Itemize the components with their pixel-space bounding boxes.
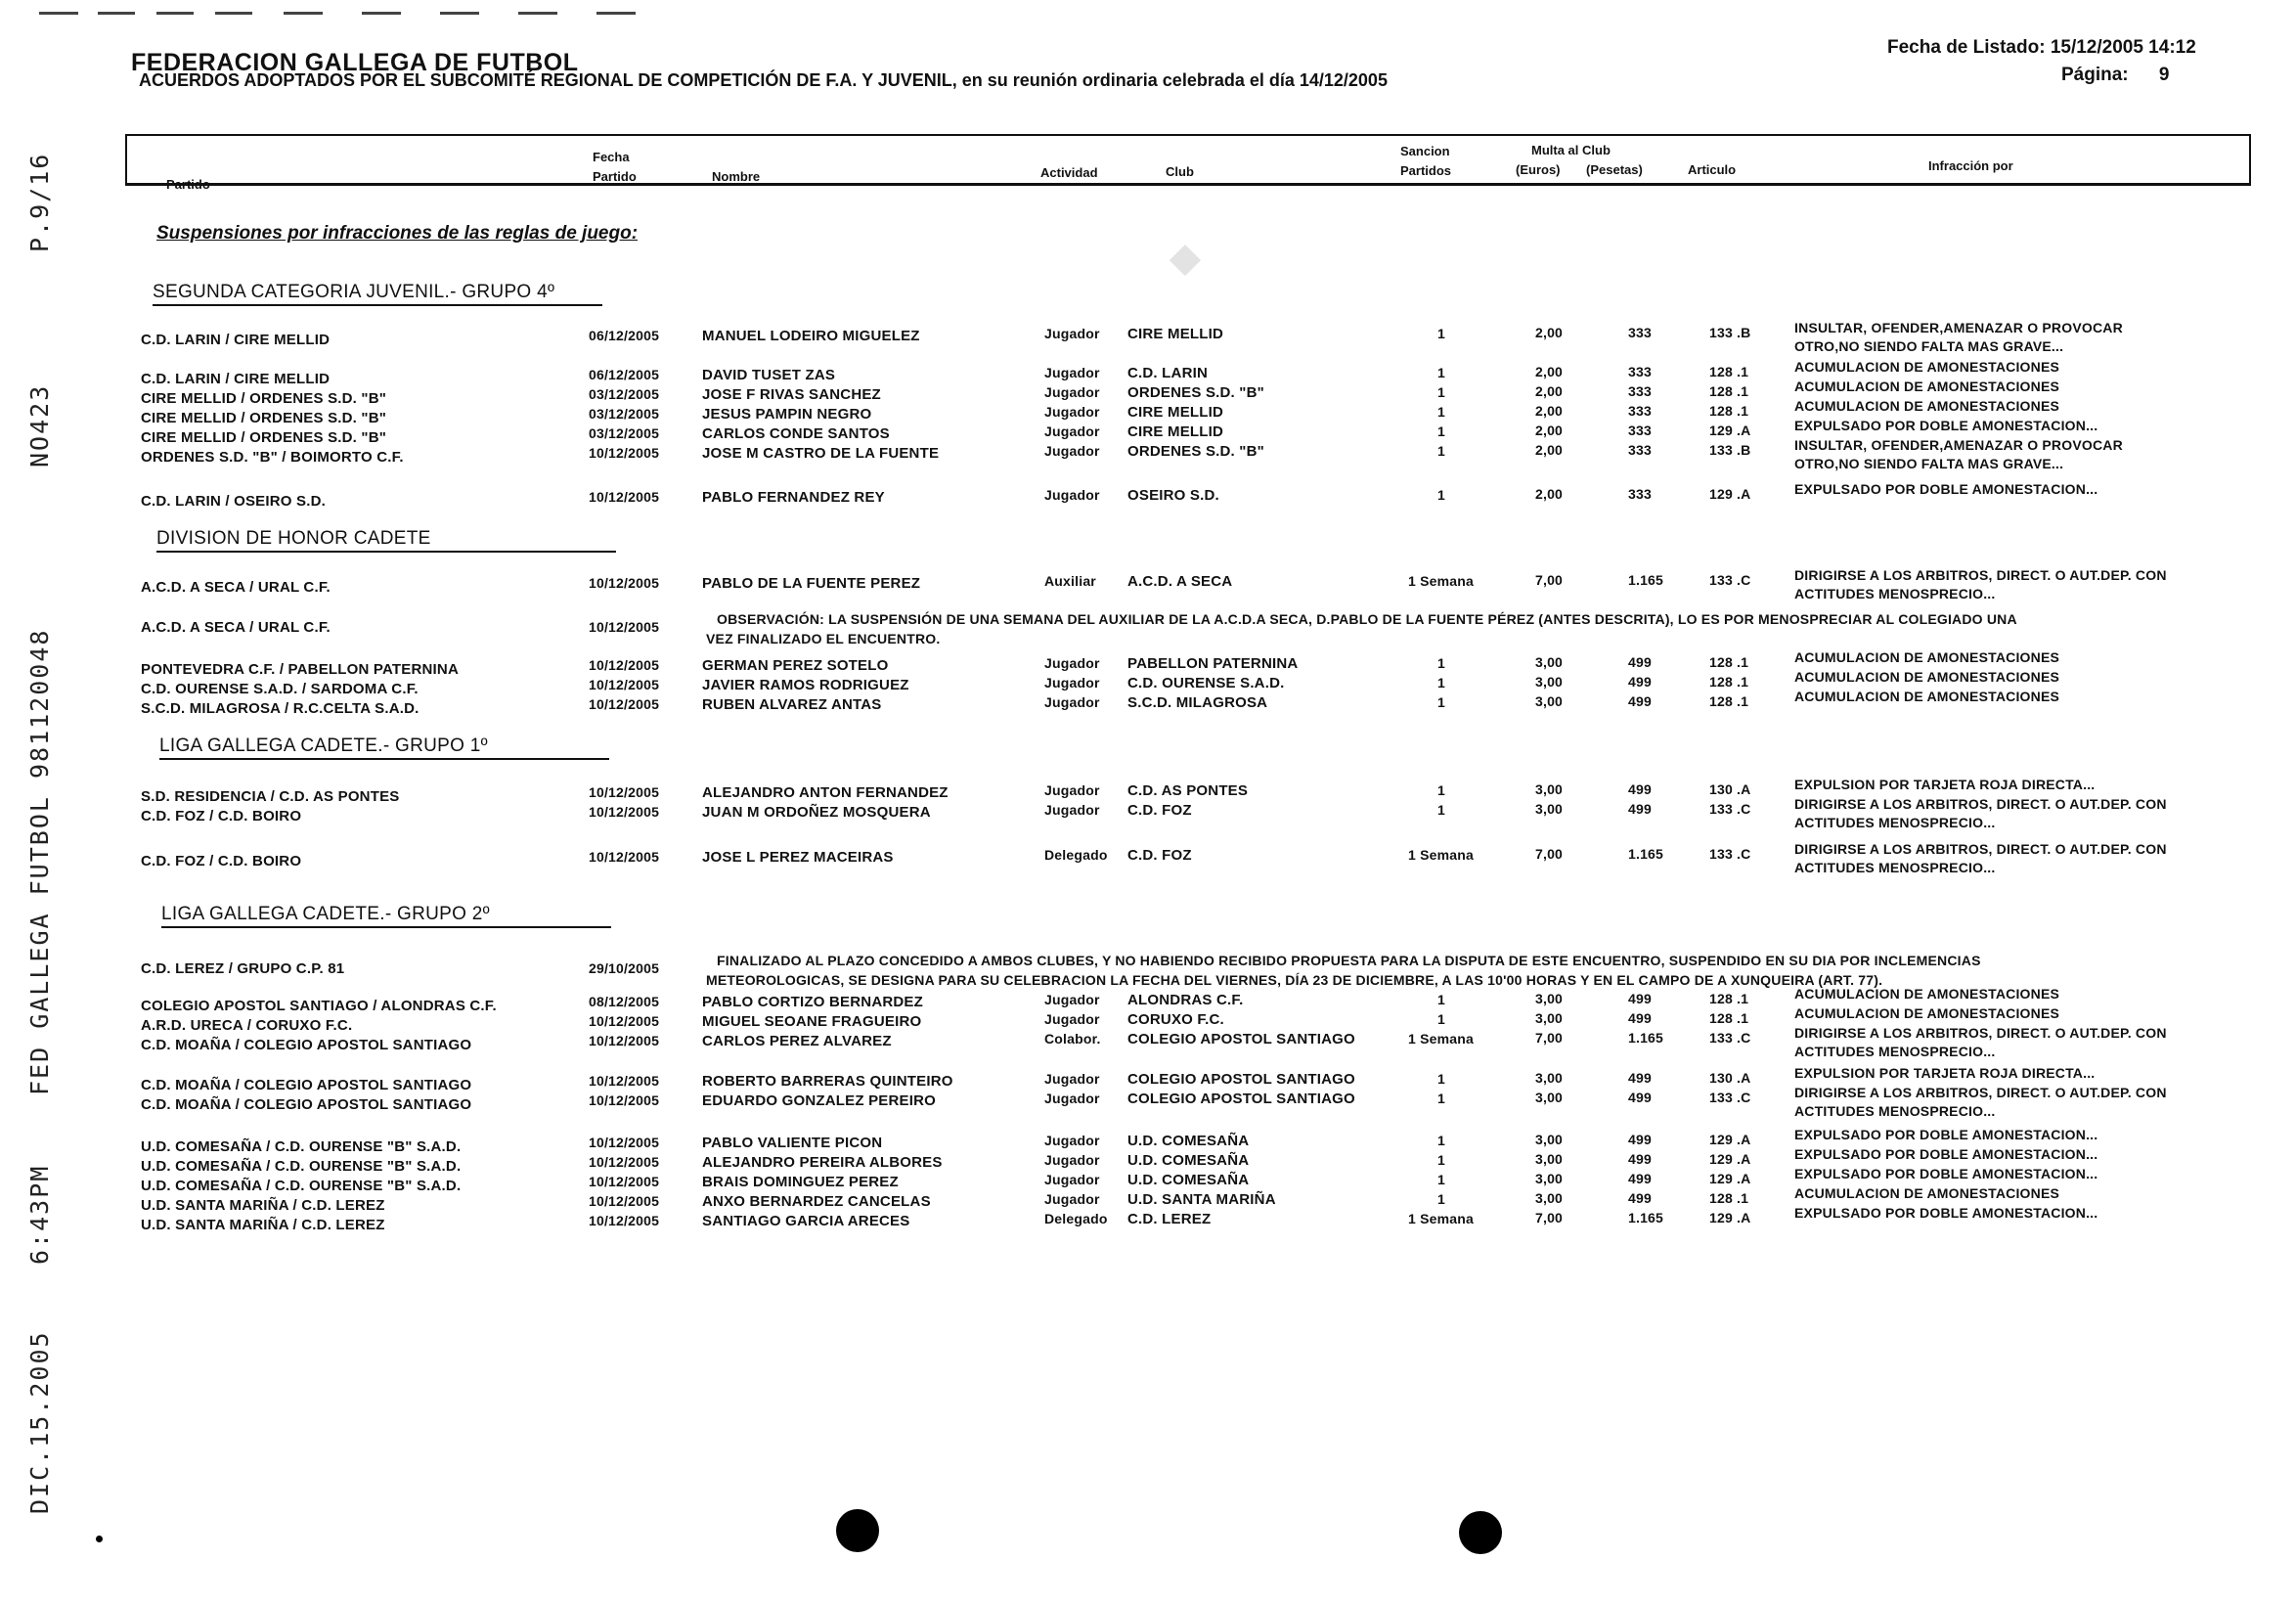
- row-articulo: 128 .1: [1709, 1190, 1749, 1206]
- listing-date: [1887, 37, 2196, 59]
- row-club: CORUXO F.C.: [1127, 1011, 1224, 1028]
- row-fecha: 10/12/2005: [589, 1092, 660, 1108]
- row-nombre: MIGUEL SEOANE FRAGUEIRO: [702, 1013, 922, 1030]
- row-multa-pesetas: 333: [1628, 325, 1652, 340]
- row-multa-pesetas: 333: [1628, 364, 1652, 379]
- fax-top-marks: [39, 12, 684, 16]
- row-multa-euros: 7,00: [1535, 572, 1564, 588]
- row-club: U.D. COMESAÑA: [1127, 1152, 1250, 1169]
- col-fecha-1: Fecha: [593, 150, 630, 164]
- row-multa-pesetas: 499: [1628, 693, 1652, 709]
- row-multa-pesetas: 1.165: [1628, 1210, 1664, 1225]
- row-sancion: 1 Semana: [1408, 1031, 1474, 1047]
- row-fecha: 03/12/2005: [589, 425, 660, 441]
- row-infraccion: EXPULSADO POR DOBLE AMONESTACION...: [1794, 418, 2098, 433]
- row-actividad: Jugador: [1044, 423, 1100, 439]
- row-fecha: 10/12/2005: [589, 677, 660, 692]
- row-nombre: JAVIER RAMOS RODRIGUEZ: [702, 677, 909, 693]
- row-nombre: JOSE F RIVAS SANCHEZ: [702, 386, 881, 403]
- col-fecha-2: Partido: [593, 169, 637, 184]
- row-nombre: JOSE L PEREZ MACEIRAS: [702, 849, 894, 866]
- row-actividad: Delegado: [1044, 1211, 1108, 1226]
- col-actividad: Actividad: [1040, 165, 1098, 180]
- row-nombre: EDUARDO GONZALEZ PEREIRO: [702, 1092, 936, 1109]
- section-title: LIGA GALLEGA CADETE.- GRUPO 2º: [161, 904, 490, 924]
- row-multa-pesetas: 499: [1628, 1151, 1652, 1167]
- row-partido: C.D. MOAÑA / COLEGIO APOSTOL SANTIAGO: [141, 1096, 472, 1113]
- col-sancion-2: Partidos: [1400, 163, 1452, 178]
- row-actividad: Jugador: [1044, 443, 1100, 459]
- row-multa-euros: 3,00: [1535, 1090, 1564, 1105]
- col-articulo: Articulo: [1688, 162, 1737, 177]
- row-club: U.D. COMESAÑA: [1127, 1172, 1250, 1188]
- row-infraccion-2: ACTITUDES MENOSPRECIO...: [1794, 860, 1996, 875]
- row-fecha: 10/12/2005: [589, 575, 660, 591]
- row-infraccion-2: ACTITUDES MENOSPRECIO...: [1794, 815, 1996, 830]
- row-partido: A.C.D. A SECA / URAL C.F.: [141, 619, 331, 636]
- row-actividad: Jugador: [1044, 365, 1100, 380]
- row-infraccion: DIRIGIRSE A LOS ARBITROS, DIRECT. O AUT.DEP. CON: [1794, 841, 2167, 857]
- row-observacion: OBSERVACIÓN: LA SUSPENSIÓN DE UNA SEMANA DEL AUXILIAR DE LA A.C.D.A SECA, D.PABLO DE LA FUENTE PÉREZ (ANTES DESCRITA), LO ES POR MENOSPRECIAR AL COLEGIADO UNA: [717, 611, 2017, 627]
- row-partido: C.D. MOAÑA / COLEGIO APOSTOL SANTIAGO: [141, 1077, 472, 1093]
- row-articulo: 129 .A: [1709, 1171, 1751, 1186]
- row-partido: A.R.D. URECA / CORUXO F.C.: [141, 1017, 353, 1034]
- row-fecha: 10/12/2005: [589, 1154, 660, 1170]
- row-partido: S.C.D. MILAGROSA / R.C.CELTA S.A.D.: [141, 700, 419, 717]
- row-fecha: 10/12/2005: [589, 1213, 660, 1228]
- row-actividad: Jugador: [1044, 1071, 1100, 1087]
- row-club: C.D. FOZ: [1127, 802, 1192, 819]
- row-infraccion-2: ACTITUDES MENOSPRECIO...: [1794, 1103, 1996, 1119]
- row-fecha: 10/12/2005: [589, 696, 660, 712]
- row-multa-pesetas: 333: [1628, 383, 1652, 399]
- bleed-through-mark: ◆: [1166, 245, 1212, 277]
- section-title: LIGA GALLEGA CADETE.- GRUPO 1º: [159, 735, 488, 756]
- row-fecha: 10/12/2005: [589, 445, 660, 461]
- row-partido: PONTEVEDRA C.F. / PABELLON PATERNINA: [141, 661, 459, 678]
- row-infraccion: EXPULSION POR TARJETA ROJA DIRECTA...: [1794, 777, 2096, 792]
- row-actividad: Jugador: [1044, 1091, 1100, 1106]
- row-infraccion-2: OTRO,NO SIENDO FALTA MAS GRAVE...: [1794, 456, 2064, 471]
- row-infraccion: EXPULSADO POR DOBLE AMONESTACION...: [1794, 1205, 2098, 1221]
- row-partido: C.D. OURENSE S.A.D. / SARDOMA C.F.: [141, 681, 419, 697]
- row-club: CIRE MELLID: [1127, 326, 1224, 342]
- row-club: OSEIRO S.D.: [1127, 487, 1219, 504]
- row-sancion: 1: [1437, 1071, 1445, 1087]
- row-multa-pesetas: 1.165: [1628, 1030, 1664, 1046]
- row-club: CIRE MELLID: [1127, 423, 1224, 440]
- col-nombre: Nombre: [712, 169, 761, 184]
- row-actividad: Delegado: [1044, 847, 1108, 863]
- row-observacion: FINALIZADO AL PLAZO CONCEDIDO A AMBOS CLUBES, Y NO HABIENDO RECIBIDO PROPUESTA PARA LA DISPUTA DE ESTE ENCUENTRO, SUSPENDIDO EN SU DIA POR INCLEMENCIAS: [717, 953, 1981, 968]
- row-multa-pesetas: 499: [1628, 674, 1652, 690]
- row-nombre: CARLOS PEREZ ALVAREZ: [702, 1033, 892, 1049]
- row-infraccion: DIRIGIRSE A LOS ARBITROS, DIRECT. O AUT.DEP. CON: [1794, 1085, 2167, 1100]
- row-multa-euros: 3,00: [1535, 654, 1564, 670]
- row-club: ALONDRAS C.F.: [1127, 992, 1244, 1008]
- row-partido: U.D. COMESAÑA / C.D. OURENSE "B" S.A.D.: [141, 1178, 462, 1194]
- row-actividad: Jugador: [1044, 802, 1100, 818]
- row-multa-euros: 2,00: [1535, 486, 1564, 502]
- row-sancion: 1: [1437, 675, 1445, 691]
- row-multa-euros: 3,00: [1535, 1190, 1564, 1206]
- row-nombre: GERMAN PEREZ SOTELO: [702, 657, 889, 674]
- fax-sender: FED GALLEGA FUTBOL 981120048: [25, 628, 54, 1095]
- page-number: 9: [2158, 65, 2170, 85]
- page-subtitle: ACUERDOS ADOPTADOS POR EL SUBCOMITÉ REGIONAL DE COMPETICIÓN DE F.A. Y JUVENIL, en su reunión ordinaria celebrada el día 14/12/2005: [139, 70, 1388, 90]
- row-articulo: 128 .1: [1709, 1010, 1749, 1026]
- row-fecha: 10/12/2005: [589, 849, 660, 865]
- row-infraccion: DIRIGIRSE A LOS ARBITROS, DIRECT. O AUT.DEP. CON: [1794, 796, 2167, 812]
- row-infraccion: EXPULSADO POR DOBLE AMONESTACION...: [1794, 481, 2098, 497]
- row-infraccion: ACUMULACION DE AMONESTACIONES: [1794, 359, 2060, 375]
- row-nombre: ALEJANDRO ANTON FERNANDEZ: [702, 784, 949, 801]
- section-underline: [161, 926, 611, 928]
- row-actividad: Jugador: [1044, 782, 1100, 798]
- row-club: C.D. OURENSE S.A.D.: [1127, 675, 1285, 691]
- row-articulo: 130 .A: [1709, 1070, 1751, 1086]
- row-actividad: Auxiliar: [1044, 573, 1096, 589]
- row-nombre: PABLO FERNANDEZ REY: [702, 489, 885, 506]
- row-multa-euros: 3,00: [1535, 781, 1564, 797]
- row-club: COLEGIO APOSTOL SANTIAGO: [1127, 1091, 1355, 1107]
- row-infraccion: EXPULSADO POR DOBLE AMONESTACION...: [1794, 1146, 2098, 1162]
- row-sancion: 1: [1437, 1133, 1445, 1148]
- listing-date-value: 15/12/2005 14:12: [2050, 37, 2196, 58]
- row-partido: ORDENES S.D. "B" / BOIMORTO C.F.: [141, 449, 404, 466]
- row-infraccion: INSULTAR, OFENDER,AMENAZAR O PROVOCAR: [1794, 320, 2123, 335]
- row-fecha: 10/12/2005: [589, 657, 660, 673]
- row-multa-pesetas: 499: [1628, 1010, 1652, 1026]
- row-nombre: JOSE M CASTRO DE LA FUENTE: [702, 445, 940, 462]
- section-underline: [159, 758, 609, 760]
- row-infraccion: ACUMULACION DE AMONESTACIONES: [1794, 398, 2060, 414]
- fax-number: NO423: [25, 383, 54, 468]
- row-club: S.C.D. MILAGROSA: [1127, 694, 1268, 711]
- row-club: COLEGIO APOSTOL SANTIAGO: [1127, 1071, 1355, 1088]
- row-infraccion: ACUMULACION DE AMONESTACIONES: [1794, 1005, 2060, 1021]
- row-multa-pesetas: 333: [1628, 403, 1652, 419]
- row-infraccion: DIRIGIRSE A LOS ARBITROS, DIRECT. O AUT.DEP. CON: [1794, 1025, 2167, 1041]
- row-multa-euros: 3,00: [1535, 1151, 1564, 1167]
- row-fecha: 06/12/2005: [589, 367, 660, 382]
- row-articulo: 128 .1: [1709, 991, 1749, 1006]
- row-sancion: 1: [1437, 423, 1445, 439]
- row-multa-euros: 3,00: [1535, 1010, 1564, 1026]
- row-multa-pesetas: 499: [1628, 1090, 1652, 1105]
- row-sancion: 1: [1437, 404, 1445, 420]
- row-partido: CIRE MELLID / ORDENES S.D. "B": [141, 410, 387, 426]
- row-partido: C.D. LARIN / OSEIRO S.D.: [141, 493, 326, 510]
- row-multa-pesetas: 333: [1628, 442, 1652, 458]
- row-multa-euros: 2,00: [1535, 383, 1564, 399]
- row-actividad: Jugador: [1044, 487, 1100, 503]
- row-multa-euros: 2,00: [1535, 403, 1564, 419]
- row-sancion: 1: [1437, 992, 1445, 1007]
- row-partido: COLEGIO APOSTOL SANTIAGO / ALONDRAS C.F.: [141, 998, 497, 1014]
- row-multa-pesetas: 499: [1628, 781, 1652, 797]
- punch-hole-right: [1459, 1511, 1502, 1554]
- row-nombre: SANTIAGO GARCIA ARECES: [702, 1213, 910, 1229]
- row-multa-euros: 3,00: [1535, 801, 1564, 817]
- row-nombre: JESUS PAMPIN NEGRO: [702, 406, 872, 423]
- row-sancion: 1: [1437, 782, 1445, 798]
- row-nombre: RUBEN ALVAREZ ANTAS: [702, 696, 882, 713]
- row-fecha: 10/12/2005: [589, 1174, 660, 1189]
- row-actividad: Jugador: [1044, 326, 1100, 341]
- row-club: C.D. AS PONTES: [1127, 782, 1249, 799]
- row-fecha: 03/12/2005: [589, 386, 660, 402]
- row-multa-euros: 3,00: [1535, 693, 1564, 709]
- row-multa-euros: 3,00: [1535, 1070, 1564, 1086]
- row-multa-euros: 7,00: [1535, 1030, 1564, 1046]
- row-fecha: 10/12/2005: [589, 804, 660, 820]
- row-nombre: CARLOS CONDE SANTOS: [702, 425, 890, 442]
- row-partido: U.D. SANTA MARIÑA / C.D. LEREZ: [141, 1197, 385, 1214]
- row-multa-pesetas: 1.165: [1628, 846, 1664, 862]
- row-partido: C.D. FOZ / C.D. BOIRO: [141, 853, 302, 869]
- row-nombre: MANUEL LODEIRO MIGUELEZ: [702, 328, 920, 344]
- row-club: C.D. LARIN: [1127, 365, 1208, 381]
- row-nombre: PABLO CORTIZO BERNARDEZ: [702, 994, 923, 1010]
- col-multa: Multa al Club: [1531, 143, 1611, 157]
- row-infraccion: INSULTAR, OFENDER,AMENAZAR O PROVOCAR: [1794, 437, 2123, 453]
- row-sancion: 1: [1437, 1091, 1445, 1106]
- fax-page: P.9/16: [25, 152, 54, 252]
- row-articulo: 129 .A: [1709, 1210, 1751, 1225]
- row-observacion-2: METEOROLOGICAS, SE DESIGNA PARA SU CELEBRACION LA FECHA DEL VIERNES, DÍA 23 DE DICIEMBRE, A LAS 10'00 HORAS Y EN EL CAMPO DE A XUNQUEIRA (ART. 77).: [706, 972, 1883, 988]
- row-multa-pesetas: 499: [1628, 991, 1652, 1006]
- row-club: ORDENES S.D. "B": [1127, 384, 1264, 401]
- col-partido: Partido: [166, 177, 210, 192]
- fax-time: 6:43PM: [25, 1164, 54, 1265]
- row-actividad: Colabor.: [1044, 1031, 1101, 1047]
- row-partido: CIRE MELLID / ORDENES S.D. "B": [141, 390, 387, 407]
- row-fecha: 10/12/2005: [589, 1135, 660, 1150]
- row-sancion: 1: [1437, 694, 1445, 710]
- row-sancion: 1 Semana: [1408, 573, 1474, 589]
- row-sancion: 1: [1437, 802, 1445, 818]
- row-actividad: Jugador: [1044, 1191, 1100, 1207]
- row-articulo: 128 .1: [1709, 383, 1749, 399]
- row-partido: U.D. COMESAÑA / C.D. OURENSE "B" S.A.D.: [141, 1158, 462, 1175]
- row-sancion: 1: [1437, 655, 1445, 671]
- fax-date: DIC.15.2005: [25, 1330, 54, 1514]
- row-club: ORDENES S.D. "B": [1127, 443, 1264, 460]
- row-infraccion: EXPULSADO POR DOBLE AMONESTACION...: [1794, 1166, 2098, 1181]
- section-underline: [153, 304, 602, 306]
- row-nombre: PABLO VALIENTE PICON: [702, 1135, 883, 1151]
- row-articulo: 133 .B: [1709, 325, 1751, 340]
- row-sancion: 1: [1437, 365, 1445, 380]
- page-indicator: [2061, 65, 2169, 86]
- row-nombre: ALEJANDRO PEREIRA ALBORES: [702, 1154, 943, 1171]
- row-multa-pesetas: 1.165: [1628, 572, 1664, 588]
- row-infraccion: ACUMULACION DE AMONESTACIONES: [1794, 649, 2060, 665]
- row-infraccion: ACUMULACION DE AMONESTACIONES: [1794, 1185, 2060, 1201]
- punch-hole-left: [836, 1509, 879, 1552]
- row-articulo: 128 .1: [1709, 693, 1749, 709]
- row-actividad: Jugador: [1044, 655, 1100, 671]
- row-club: C.D. LEREZ: [1127, 1211, 1212, 1227]
- row-articulo: 129 .A: [1709, 1132, 1751, 1147]
- section-title: DIVISION DE HONOR CADETE: [156, 528, 431, 549]
- row-partido: C.D. LARIN / CIRE MELLID: [141, 332, 331, 348]
- row-articulo: 133 .C: [1709, 1090, 1751, 1105]
- listing-date-label: Fecha de Listado:: [1887, 37, 2046, 58]
- row-fecha: 10/12/2005: [589, 1033, 660, 1048]
- row-sancion: 1: [1437, 384, 1445, 400]
- row-actividad: Jugador: [1044, 694, 1100, 710]
- row-partido: C.D. LARIN / CIRE MELLID: [141, 371, 331, 387]
- row-articulo: 129 .A: [1709, 1151, 1751, 1167]
- row-actividad: Jugador: [1044, 1152, 1100, 1168]
- row-partido: U.D. SANTA MARIÑA / C.D. LEREZ: [141, 1217, 385, 1233]
- row-actividad: Jugador: [1044, 384, 1100, 400]
- row-articulo: 133 .B: [1709, 442, 1751, 458]
- row-actividad: Jugador: [1044, 675, 1100, 691]
- col-pesetas: (Pesetas): [1586, 162, 1643, 177]
- row-fecha: 03/12/2005: [589, 406, 660, 422]
- row-fecha: 29/10/2005: [589, 960, 660, 976]
- page-title: FEDERACION GALLEGA DE FUTBOL: [131, 49, 579, 76]
- speck: [96, 1536, 103, 1542]
- row-articulo: 130 .A: [1709, 781, 1751, 797]
- row-sancion: 1: [1437, 1172, 1445, 1187]
- row-multa-pesetas: 333: [1628, 486, 1652, 502]
- row-partido: A.C.D. A SECA / URAL C.F.: [141, 579, 331, 596]
- row-multa-euros: 2,00: [1535, 325, 1564, 340]
- row-articulo: 128 .1: [1709, 654, 1749, 670]
- row-articulo: 129 .A: [1709, 486, 1751, 502]
- row-articulo: 133 .C: [1709, 1030, 1751, 1046]
- row-club: U.D. COMESAÑA: [1127, 1133, 1250, 1149]
- row-infraccion: ACUMULACION DE AMONESTACIONES: [1794, 689, 2060, 704]
- row-actividad: Jugador: [1044, 992, 1100, 1007]
- row-nombre: ANXO BERNARDEZ CANCELAS: [702, 1193, 931, 1210]
- row-multa-euros: 7,00: [1535, 846, 1564, 862]
- row-multa-pesetas: 499: [1628, 654, 1652, 670]
- row-partido: S.D. RESIDENCIA / C.D. AS PONTES: [141, 788, 400, 805]
- row-sancion: 1: [1437, 1191, 1445, 1207]
- row-sancion: 1: [1437, 443, 1445, 459]
- row-articulo: 128 .1: [1709, 364, 1749, 379]
- row-infraccion: DIRIGIRSE A LOS ARBITROS, DIRECT. O AUT.DEP. CON: [1794, 567, 2167, 583]
- row-partido: C.D. FOZ / C.D. BOIRO: [141, 808, 302, 824]
- row-fecha: 10/12/2005: [589, 619, 660, 635]
- row-nombre: PABLO DE LA FUENTE PEREZ: [702, 575, 921, 592]
- row-multa-pesetas: 499: [1628, 1171, 1652, 1186]
- fax-transmission-header: [25, 152, 65, 1514]
- row-articulo: 133 .C: [1709, 846, 1751, 862]
- row-multa-euros: 3,00: [1535, 1171, 1564, 1186]
- row-multa-euros: 7,00: [1535, 1210, 1564, 1225]
- row-multa-pesetas: 333: [1628, 423, 1652, 438]
- row-partido: CIRE MELLID / ORDENES S.D. "B": [141, 429, 387, 446]
- row-fecha: 06/12/2005: [589, 328, 660, 343]
- row-club: PABELLON PATERNINA: [1127, 655, 1299, 672]
- row-multa-euros: 2,00: [1535, 442, 1564, 458]
- row-nombre: BRAIS DOMINGUEZ PEREZ: [702, 1174, 899, 1190]
- row-articulo: 128 .1: [1709, 674, 1749, 690]
- row-multa-euros: 3,00: [1535, 991, 1564, 1006]
- row-nombre: JUAN M ORDOÑEZ MOSQUERA: [702, 804, 931, 821]
- row-articulo: 129 .A: [1709, 423, 1751, 438]
- section-title: SEGUNDA CATEGORIA JUVENIL.- GRUPO 4º: [153, 282, 555, 302]
- row-multa-pesetas: 499: [1628, 1070, 1652, 1086]
- row-partido: U.D. COMESAÑA / C.D. OURENSE "B" S.A.D.: [141, 1138, 462, 1155]
- row-partido: C.D. LEREZ / GRUPO C.P. 81: [141, 960, 345, 977]
- row-infraccion: ACUMULACION DE AMONESTACIONES: [1794, 669, 2060, 685]
- col-club: Club: [1166, 164, 1194, 179]
- row-infraccion: EXPULSADO POR DOBLE AMONESTACION...: [1794, 1127, 2098, 1142]
- row-sancion: 1 Semana: [1408, 847, 1474, 863]
- section-underline: [156, 551, 616, 553]
- row-sancion: 1: [1437, 487, 1445, 503]
- row-actividad: Jugador: [1044, 404, 1100, 420]
- row-infraccion: ACUMULACION DE AMONESTACIONES: [1794, 379, 2060, 394]
- row-fecha: 08/12/2005: [589, 994, 660, 1009]
- page-label: Página:: [2061, 65, 2129, 85]
- row-articulo: 133 .C: [1709, 801, 1751, 817]
- row-actividad: Jugador: [1044, 1172, 1100, 1187]
- row-multa-pesetas: 499: [1628, 1132, 1652, 1147]
- row-club: C.D. FOZ: [1127, 847, 1192, 864]
- row-infraccion-2: ACTITUDES MENOSPRECIO...: [1794, 586, 1996, 602]
- col-sancion-1: Sancion: [1400, 144, 1450, 158]
- col-infraccion: Infracción por: [1928, 158, 2013, 173]
- row-fecha: 10/12/2005: [589, 1013, 660, 1029]
- row-fecha: 10/12/2005: [589, 784, 660, 800]
- row-infraccion-2: ACTITUDES MENOSPRECIO...: [1794, 1044, 1996, 1059]
- row-multa-euros: 3,00: [1535, 1132, 1564, 1147]
- row-sancion: 1: [1437, 1152, 1445, 1168]
- row-club: U.D. SANTA MARIÑA: [1127, 1191, 1276, 1208]
- row-multa-pesetas: 499: [1628, 801, 1652, 817]
- row-nombre: ROBERTO BARRERAS QUINTEIRO: [702, 1073, 953, 1090]
- row-club: CIRE MELLID: [1127, 404, 1224, 421]
- row-multa-euros: 2,00: [1535, 423, 1564, 438]
- row-club: A.C.D. A SECA: [1127, 573, 1233, 590]
- row-sancion: 1 Semana: [1408, 1211, 1474, 1226]
- row-nombre: DAVID TUSET ZAS: [702, 367, 836, 383]
- row-infraccion: EXPULSION POR TARJETA ROJA DIRECTA...: [1794, 1065, 2096, 1081]
- row-multa-euros: 2,00: [1535, 364, 1564, 379]
- row-actividad: Jugador: [1044, 1011, 1100, 1027]
- row-partido: C.D. MOAÑA / COLEGIO APOSTOL SANTIAGO: [141, 1037, 472, 1053]
- lead-title: Suspensiones por infracciones de las reglas de juego:: [156, 223, 639, 244]
- row-articulo: 128 .1: [1709, 403, 1749, 419]
- row-fecha: 10/12/2005: [589, 1073, 660, 1089]
- row-observacion-2: VEZ FINALIZADO EL ENCUENTRO.: [706, 631, 941, 646]
- row-infraccion-2: OTRO,NO SIENDO FALTA MAS GRAVE...: [1794, 338, 2064, 354]
- row-sancion: 1: [1437, 326, 1445, 341]
- row-articulo: 133 .C: [1709, 572, 1751, 588]
- row-sancion: 1: [1437, 1011, 1445, 1027]
- row-infraccion: ACUMULACION DE AMONESTACIONES: [1794, 986, 2060, 1002]
- row-multa-pesetas: 499: [1628, 1190, 1652, 1206]
- row-actividad: Jugador: [1044, 1133, 1100, 1148]
- row-club: COLEGIO APOSTOL SANTIAGO: [1127, 1031, 1355, 1047]
- row-multa-euros: 3,00: [1535, 674, 1564, 690]
- row-fecha: 10/12/2005: [589, 489, 660, 505]
- row-fecha: 10/12/2005: [589, 1193, 660, 1209]
- col-euros: (Euros): [1516, 162, 1561, 177]
